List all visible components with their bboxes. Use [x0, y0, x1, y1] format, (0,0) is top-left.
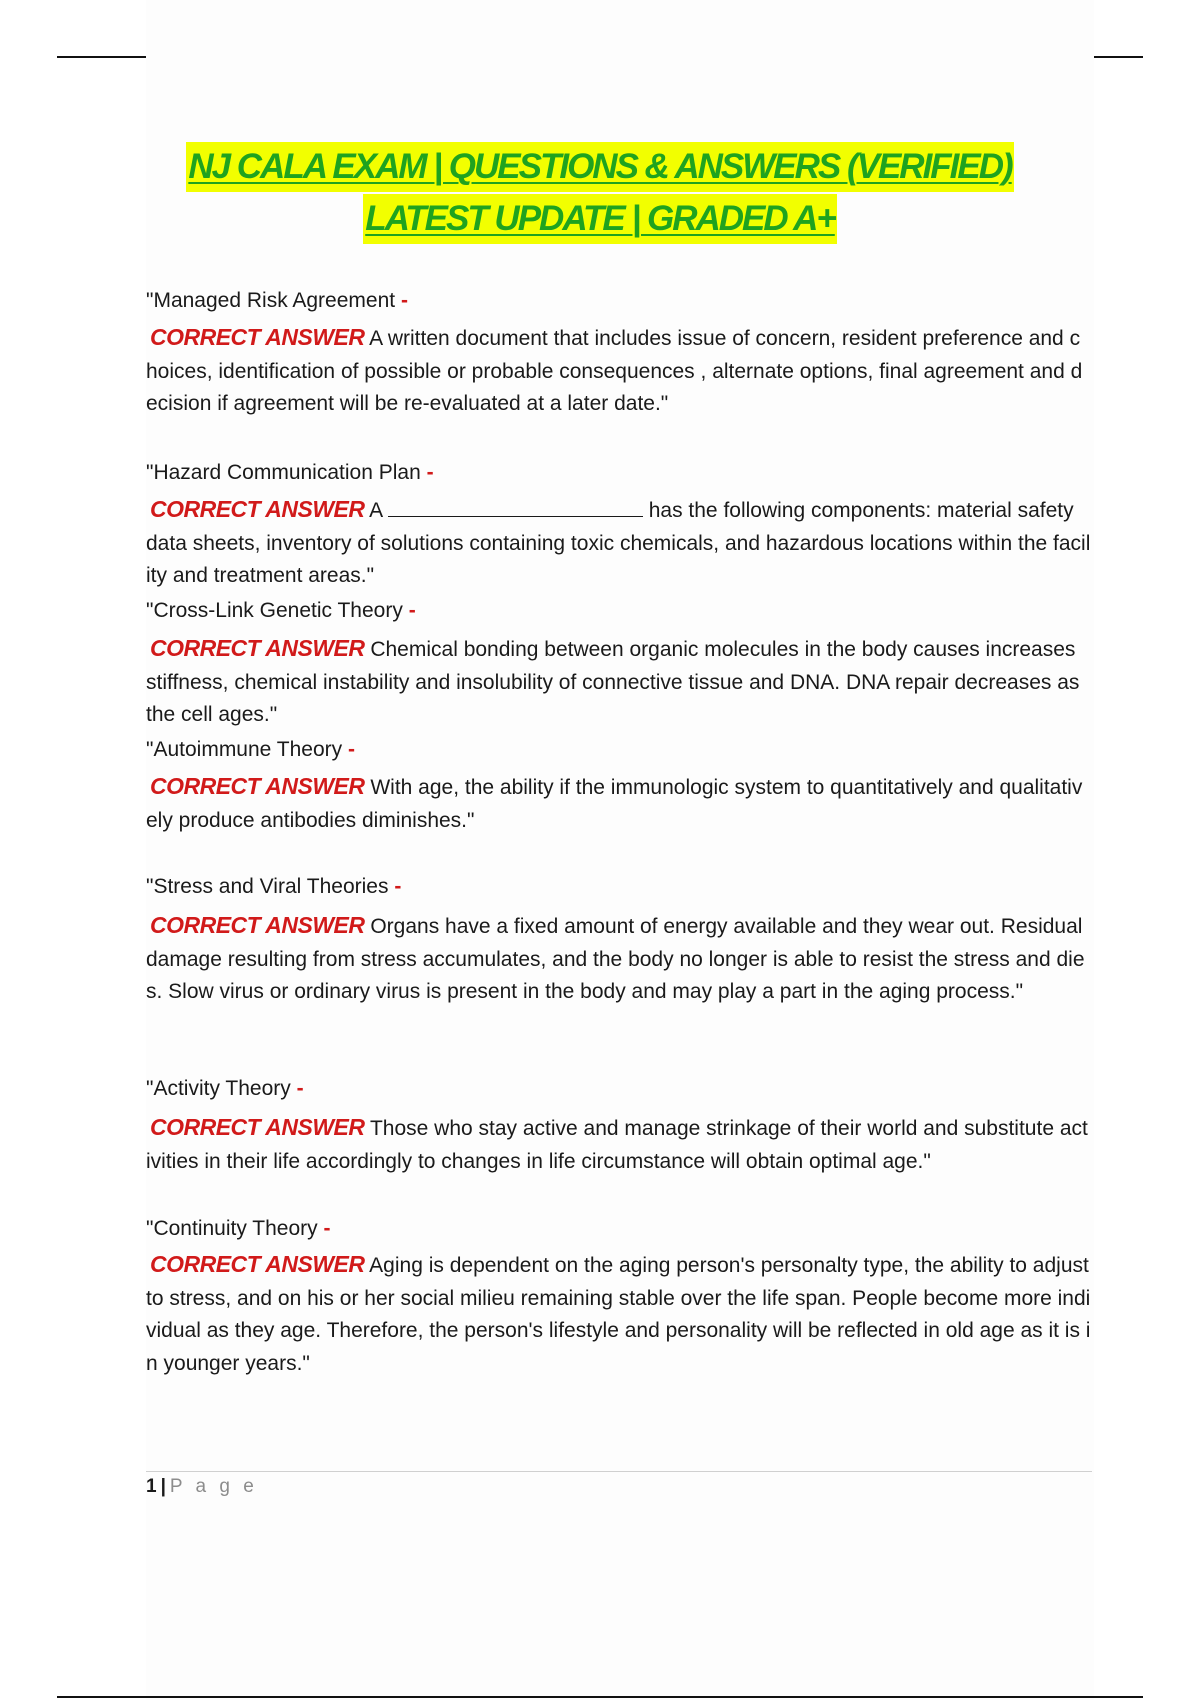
term-heading: "Activity Theory - — [146, 1077, 304, 1100]
document-title — [0, 142, 1200, 246]
correct-answer-label: CORRECT ANSWER — [150, 912, 365, 938]
answer-text: CORRECT ANSWER Organs have a fixed amount of energy available and they wear out. Residual damage resulting from stress accumulates, and the body no longer is able to resist the stress and dies. Slow virus or ordinary virus is present in the body and may play a part in the aging process." — [146, 912, 1085, 1003]
answer-text: CORRECT ANSWER Aging is dependent on the aging person's personalty type, the ability to adjust to stress, and on his or her social milieu remaining stable over the life span. People become more individual as they age. Therefore, the person's lifestyle and personality will be reflected in old age as it is in younger years." — [146, 1251, 1091, 1375]
answer-text: CORRECT ANSWER Chemical bonding between organic molecules in the body causes increases stiffness, chemical instability and insolubility of connective tissue and DNA. DNA repair decreases as the cell ages." — [146, 635, 1080, 726]
term-heading: "Continuity Theory - — [146, 1217, 331, 1240]
fill-in-blank — [388, 498, 643, 517]
footer-rule — [146, 1471, 1092, 1472]
title-line-1: NJ CALA EXAM | QUESTIONS & ANSWERS (VERIFIED) — [186, 142, 1013, 192]
answer-text: CORRECT ANSWER A has the following components: material safety data sheets, inventory of solutions containing toxic chemicals, and hazardous locations within the facility and treatment areas." — [146, 496, 1091, 587]
answer-text: CORRECT ANSWER A written document that includes issue of concern, resident preference and choices, identification of possible or probable consequences , alternate options, final agreement and decision if agreement will be re-evaluated at a later date." — [146, 324, 1083, 415]
term-heading: "Stress and Viral Theories - — [146, 875, 402, 898]
correct-answer-label: CORRECT ANSWER — [150, 773, 365, 799]
bottom-rule — [57, 1696, 1143, 1698]
correct-answer-label: CORRECT ANSWER — [150, 1114, 365, 1140]
correct-answer-label: CORRECT ANSWER — [150, 324, 365, 350]
term-heading: "Managed Risk Agreement - — [146, 289, 408, 312]
correct-answer-label: CORRECT ANSWER — [150, 1251, 365, 1277]
page-sheet — [146, 0, 1094, 1700]
term-heading: "Cross-Link Genetic Theory - — [146, 599, 416, 622]
term-heading: "Hazard Communication Plan - — [146, 461, 434, 484]
correct-answer-label: CORRECT ANSWER — [150, 635, 365, 661]
answer-text: CORRECT ANSWER Those who stay active and manage strinkage of their world and substitute activities in their life accordingly to changes in life circumstance will obtain optimal age." — [146, 1114, 1088, 1173]
page-footer — [146, 1474, 258, 1500]
answer-text: CORRECT ANSWER With age, the ability if the immunologic system to quantitatively and qualitatively produce antibodies diminishes." — [146, 773, 1083, 832]
term-heading: "Autoimmune Theory - — [146, 738, 356, 761]
title-line-2: LATEST UPDATE | GRADED A+ — [363, 194, 837, 244]
page-number: 1 — [146, 1476, 157, 1497]
page-label: P a g e — [169, 1476, 258, 1497]
footer-separator: | — [160, 1476, 166, 1497]
correct-answer-label: CORRECT ANSWER — [150, 496, 365, 522]
